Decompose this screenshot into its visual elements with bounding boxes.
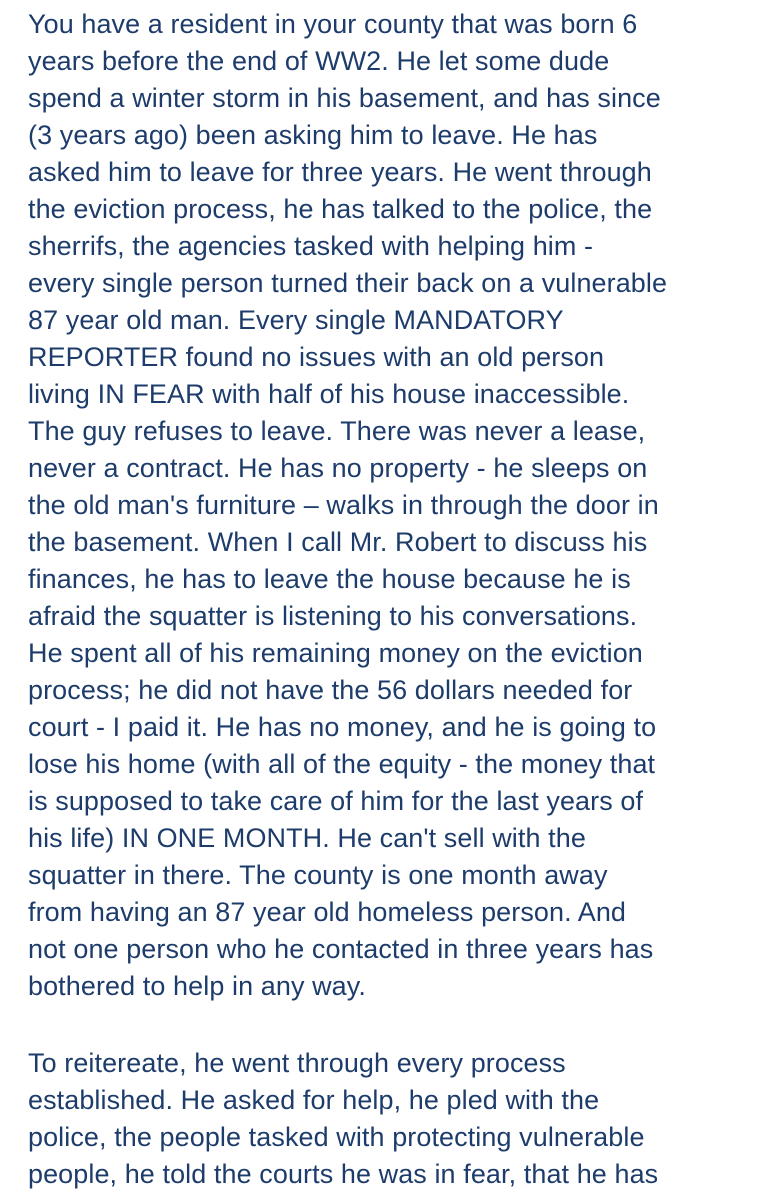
document-body xyxy=(28,6,768,1193)
text-line: process; he did not have the 56 dollars needed for xyxy=(28,675,633,705)
text-line: never a contract. He has no property - he sleeps on xyxy=(28,453,648,483)
text-line: the old man's furniture – walks in through the door in xyxy=(28,490,659,520)
text-line: is supposed to take care of him for the last years of xyxy=(28,786,644,816)
text-line: spend a winter storm in his basement, and has since xyxy=(28,83,661,113)
text-line: lose his home (with all of the equity - the money that xyxy=(28,749,656,779)
text-line: from having an 87 year old homeless person. And xyxy=(28,897,627,927)
text-line: his life) IN ONE MONTH. He can't sell with the xyxy=(28,823,586,853)
paragraph-spacer xyxy=(28,1005,768,1045)
text-line: The guy refuses to leave. There was never a lease, xyxy=(28,416,646,446)
text-line: police, the people tasked with protecting vulnerable xyxy=(28,1122,645,1152)
text-line: He spent all of his remaining money on the eviction xyxy=(28,638,643,668)
text-line: the basement. When I call Mr. Robert to discuss his xyxy=(28,527,648,557)
text-line: You have a resident in your county that was born 6 xyxy=(28,9,638,39)
text-line: squatter in there. The county is one month away xyxy=(28,860,608,890)
text-line: years before the end of WW2. He let some dude xyxy=(28,46,610,76)
text-line: every single person turned their back on a vulnerable xyxy=(28,268,668,298)
text-line: 87 year old man. Every single MANDATORY xyxy=(28,305,564,335)
text-line: finances, he has to leave the house because he is xyxy=(28,564,631,594)
text-line: living IN FEAR with half of his house inaccessible. xyxy=(28,379,630,409)
text-line: established. He asked for help, he pled with the xyxy=(28,1085,600,1115)
text-line: people, he told the courts he was in fear, that he has xyxy=(28,1159,659,1189)
text-line: sherrifs, the agencies tasked with helping him - xyxy=(28,231,594,261)
text-line: To reitereate, he went through every process xyxy=(28,1048,566,1078)
text-line: (3 years ago) been asking him to leave. He has xyxy=(28,120,598,150)
text-line: afraid the squatter is listening to his conversations. xyxy=(28,601,638,631)
text-line: asked him to leave for three years. He went through xyxy=(28,157,652,187)
text-line: bothered to help in any way. xyxy=(28,971,366,1001)
text-line: the eviction process, he has talked to the police, the xyxy=(28,194,653,224)
paragraph-2 xyxy=(28,1045,768,1193)
paragraph-1 xyxy=(28,6,768,1005)
text-line: REPORTER found no issues with an old person xyxy=(28,342,605,372)
text-line: court - I paid it. He has no money, and he is going to xyxy=(28,712,657,742)
text-line: not one person who he contacted in three years has xyxy=(28,934,654,964)
